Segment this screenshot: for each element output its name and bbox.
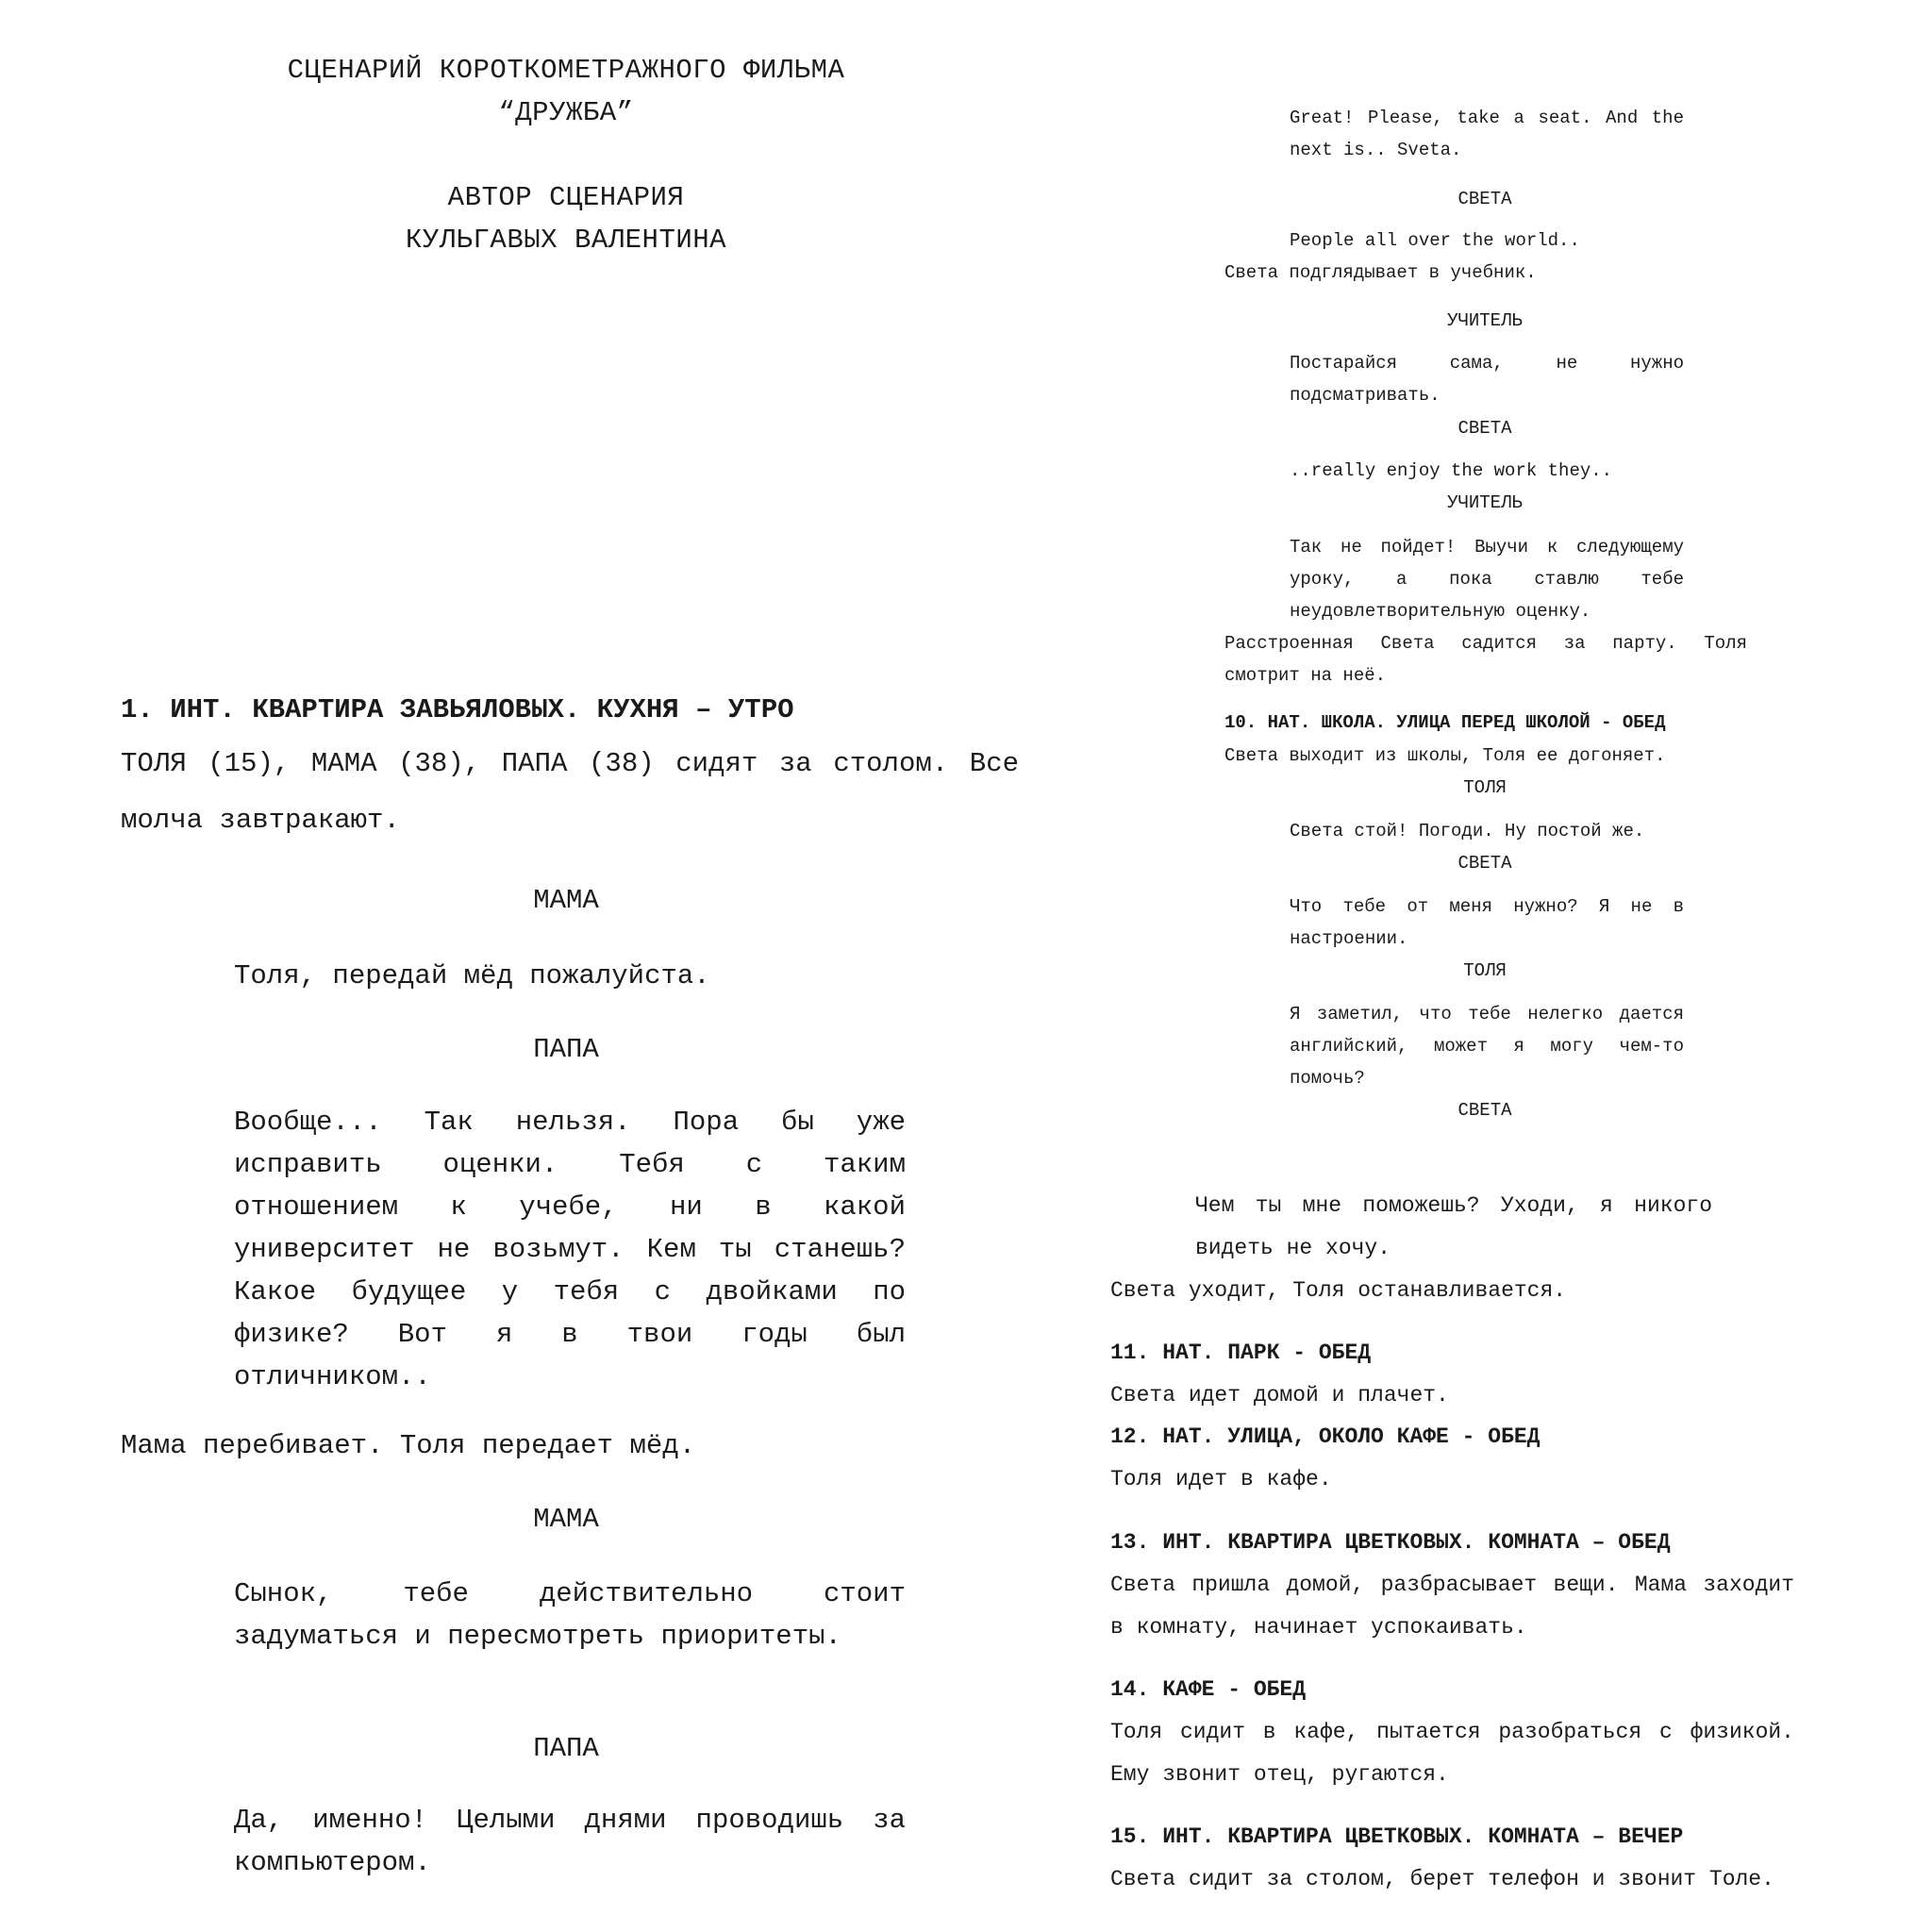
dialogue-text: Света стой! Погоди. Ну постой же. [1290,821,1645,841]
dialogue-text: Толя, передай мёд пожалуйста. [234,960,710,991]
action-text: Света сидит за столом, берет телефон и звонит Толе. [1110,1867,1774,1891]
scene-heading: 1. ИНТ. КВАРТИРА ЗАВЬЯЛОВЫХ. КУХНЯ – УТРО [121,694,794,725]
dialogue-text: Постарайся сама, не нужно подсматривать. [1290,353,1684,406]
action-text: Толя идет в кафе. [1110,1467,1332,1491]
dialogue-text: Да, именно! Целыми днями проводишь за компьютером. [234,1805,906,1878]
character-name: МАМА [533,885,599,916]
action-text: Света идет домой и плачет. [1110,1383,1449,1407]
action-text: Расстроенная Света садится за парту. Толя смотрит на неё. [1224,633,1747,686]
dialogue-text: People all over the world.. [1290,230,1580,251]
dialogue-text: Чем ты мне поможешь? Уходи, я никого видеть не хочу. [1195,1193,1712,1260]
dialogue-text: Я заметил, что тебе нелегко дается английский, может я могу чем-то помочь? [1290,1004,1684,1089]
scene-heading: 15. ИНТ. КВАРТИРА ЦВЕТКОВЫХ. КОМНАТА – ВЕЧЕР [1110,1824,1684,1849]
character-name: СВЕТА [1457,1100,1512,1121]
film-name: “ДРУЖБА” [498,97,634,128]
scene-heading: 10. НАТ. ШКОЛА. УЛИЦА ПЕРЕД ШКОЛОЙ - ОБЕД [1224,712,1666,733]
action-text: Света уходит, Толя останавливается. [1110,1278,1567,1303]
dialogue-text: Что тебе от меня нужно? Я не в настроении. [1290,896,1684,949]
action-text: ТОЛЯ (15), МАМА (38), ПАПА (38) сидят за столом. Все молча завтракают. [121,748,1019,836]
character-name: ТОЛЯ [1463,960,1507,981]
author-label: АВТОР СЦЕНАРИЯ [447,182,685,213]
dialogue-text: Сынок, тебе действительно стоит задуматься и пересмотреть приоритеты. [234,1578,906,1652]
dialogue-text: Вообще... Так нельзя. Пора бы уже исправить оценки. Тебя с таким отношением к учебе, ни в какой университет не возьмут. Кем ты станешь? Какое будущее у тебя с двойками по физике? Вот я в твои годы был отличником.. [234,1107,906,1392]
character-name: СВЕТА [1457,853,1512,874]
title-block [189,49,943,261]
action-text: Света подглядывает в учебник. [1224,262,1537,283]
character-name: ПАПА [533,1034,599,1065]
scene-heading: 12. НАТ. УЛИЦА, ОКОЛО КАФЕ - ОБЕД [1110,1424,1541,1449]
dialogue-text: Great! Please, take a seat. And the next is.. Sveta. [1290,108,1684,160]
action-text: Толя сидит в кафе, пытается разобраться с физикой. Ему звонит отец, ругаются. [1110,1720,1794,1787]
scene-heading: 13. ИНТ. КВАРТИРА ЦВЕТКОВЫХ. КОМНАТА – ОБЕД [1110,1530,1671,1555]
scene-heading: 11. НАТ. ПАРК - ОБЕД [1110,1341,1372,1365]
script-title: СЦЕНАРИЙ КОРОТКОМЕТРАЖНОГО ФИЛЬМА [287,55,845,86]
character-name: УЧИТЕЛЬ [1447,310,1523,331]
dialogue-text: Так не пойдет! Выучи к следующему уроку, а пока ставлю тебе неудовлетворительную оценку. [1290,537,1684,622]
dialogue-text: ..really enjoy the work they.. [1290,460,1613,481]
character-name: ТОЛЯ [1463,777,1507,798]
character-name: МАМА [533,1504,599,1535]
scene-heading: 14. КАФЕ - ОБЕД [1110,1677,1307,1702]
action-text: Света пришла домой, разбрасывает вещи. Мама заходит в комнату, начинает успокаивать. [1110,1573,1794,1640]
author-name: КУЛЬГАВЫХ ВАЛЕНТИНА [405,225,727,256]
action-text: Света выходит из школы, Толя ее догоняет. [1224,745,1666,766]
action-text: Мама перебивает. Толя передает мёд. [121,1430,696,1461]
character-name: СВЕТА [1457,418,1512,439]
character-name: СВЕТА [1457,189,1512,209]
character-name: УЧИТЕЛЬ [1447,492,1523,513]
character-name: ПАПА [533,1733,599,1764]
